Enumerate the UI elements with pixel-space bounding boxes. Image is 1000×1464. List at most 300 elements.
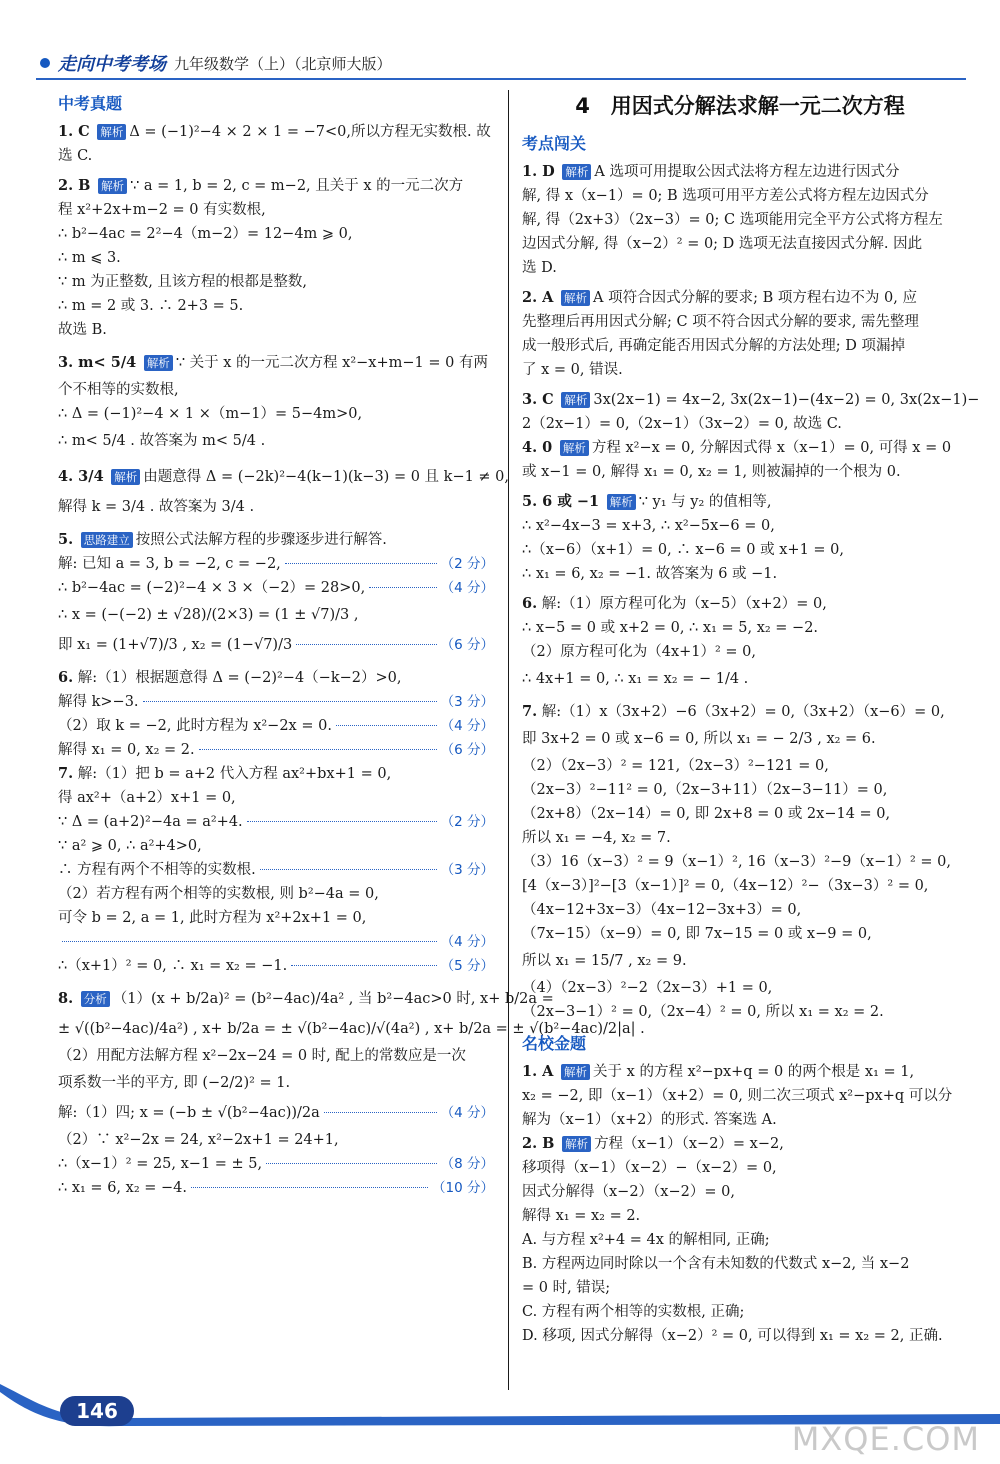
answer-line-text: [522, 854, 951, 870]
analysis-tag: 解析: [561, 290, 590, 306]
answer-line-text: [522, 542, 844, 558]
score-label: （5 分）: [440, 958, 494, 974]
answer-line: [58, 246, 494, 270]
solution-text: 解:（1）根据题意得 Δ = (−2)²−4（−k−2）>0,: [77, 670, 402, 686]
answer-line: [522, 562, 958, 586]
answer-line-text: [522, 164, 899, 180]
answer-line: [522, 460, 958, 484]
answer-line-text: [58, 382, 179, 398]
answer-line: [522, 358, 958, 382]
solution-text: 解得 x₁ = 0, x₂ = 2.: [58, 742, 195, 758]
answer-line: [522, 946, 958, 976]
section-title-exam: 中考真题: [58, 94, 123, 113]
answer-line-text: [58, 714, 332, 738]
answer-line: [58, 1176, 494, 1200]
answer-line: [522, 1180, 958, 1204]
solution-text: （3）16（x−3）² = 9（x−1）², 16（x−3）²−9（x−1）² = 0,: [522, 854, 951, 870]
dot-leader: [285, 563, 437, 564]
score-label: （4 分）: [440, 1105, 494, 1121]
solution-text: ∴ b²−4ac = 2²−4（m−2）= 12−4m ⩾ 0,: [58, 226, 353, 242]
answer-line-text: [522, 1208, 640, 1224]
solution-text: ∴ x₁ = 6, x₂ = −4.: [58, 1180, 187, 1196]
answer-line: [58, 984, 554, 1014]
solution-text: ∴ 4x+1 = 0, ∴ x₁ = x₂ = − 1/4 .: [522, 671, 749, 687]
answer-line: [58, 666, 494, 690]
answer-line: [58, 222, 494, 246]
answer-line-text: [58, 858, 256, 882]
answer-line: [522, 310, 958, 334]
answer-line: [58, 174, 494, 198]
dot-leader: [199, 749, 437, 750]
solution-text: （2x+8）（2x−14）= 0, 即 2x+8 = 0 或 2x−14 = 0,: [522, 806, 891, 822]
answer-line: [58, 120, 494, 144]
solution-text: A. 与方程 x²+4 = 4x 的解相同, 正确;: [522, 1232, 770, 1248]
solution-text: ∴ x₁ = 6, x₂ = −1. 故答案为 6 或 −1.: [522, 566, 778, 582]
answer-line-text: [522, 362, 623, 378]
solution-text: 解: 已知 a = 3, b = −2, c = −2,: [58, 556, 281, 572]
answer-line: [58, 858, 494, 882]
solution-text: ∴ m ⩽ 3.: [58, 250, 121, 266]
question-number: 5. 6 或 −1: [522, 493, 600, 510]
solution-text: 解得 k = 3/4 . 故答案为 3/4 .: [58, 499, 255, 515]
answer-line: [522, 538, 958, 562]
answer-line-text: [522, 1160, 777, 1176]
solution-text: ∴ b²−4ac = (−2)²−4 × 3 ×（−2）= 28>0,: [58, 580, 366, 596]
answer-line: [522, 778, 958, 802]
solution-text: 解为（x−1）（x+2）的形式. 答案选 A.: [522, 1112, 777, 1128]
solution-text: 因式分解得（x−2）（x−2）= 0,: [522, 1184, 735, 1200]
dot-leader: [266, 1163, 436, 1164]
dot-leader: [369, 587, 436, 588]
answer-line: [522, 1000, 958, 1024]
answer-line-text: [522, 1088, 952, 1104]
answer-line: [58, 1098, 494, 1128]
solution-text: 移项得（x−1）（x−2）−（x−2）= 0,: [522, 1160, 777, 1176]
answer-line: [58, 786, 494, 810]
analysis-tag: 解析: [111, 469, 140, 485]
solution-text: A 选项可用提取公因式法将方程左边进行因式分: [594, 164, 900, 180]
answer-line-text: [58, 766, 391, 782]
answer-line-text: [522, 314, 919, 330]
answer-line-text: [522, 1256, 909, 1272]
score-label: （4 分）: [440, 934, 494, 950]
answer-line-text: [58, 1098, 320, 1128]
solution-text: 了 x = 0, 错误.: [522, 362, 623, 378]
answer-line-text: [522, 1232, 770, 1248]
answer-line-text: [522, 236, 922, 252]
answer-line-text: [522, 260, 557, 276]
answer-line-text: [522, 953, 687, 969]
question-number: 1. A: [522, 1063, 554, 1080]
answer-line-text: [58, 630, 292, 660]
answer-line: [522, 1204, 958, 1228]
dot-leader: [291, 965, 436, 966]
answer-line-text: [522, 440, 951, 456]
answer-line-text: [522, 1136, 784, 1152]
dot-leader: [247, 821, 437, 822]
answer-line: [58, 378, 494, 402]
answer-line-text: [522, 1064, 914, 1080]
solution-text: 可令 b = 2, a = 1, 此时方程为 x²+2x+1 = 0,: [58, 910, 367, 926]
score-label: （2 分）: [440, 814, 494, 830]
answer-line-text: [58, 202, 266, 218]
answer-line: [58, 1068, 494, 1098]
answer-line-text: [58, 469, 509, 485]
solution-text: 解:（1）把 b = a+2 代入方程 ax²+bx+1 = 0,: [77, 766, 392, 782]
answer-line: [522, 700, 958, 724]
analysis-tag: 解析: [562, 164, 591, 180]
answer-line-text: [58, 1176, 187, 1200]
answer-line-text: [58, 838, 202, 854]
answer-line: [522, 232, 958, 256]
answer-line-text: [522, 566, 777, 582]
solution-text: （1）(x + b/2a)² = (b²−4ac)/4a² , 当 b²−4ac>0 时, x+ b/2a =: [112, 991, 554, 1007]
answer-line-text: [522, 596, 827, 612]
answer-line: [58, 198, 494, 222]
answer-line-text: [522, 338, 905, 354]
solution-text: ∵ 关于 x 的一元二次方程 x²−x+m−1 = 0 有两: [175, 355, 488, 371]
score-label: （10 分）: [432, 1180, 494, 1196]
solution-text: ∵ m 为正整数, 且该方程的根都是整数,: [58, 274, 308, 290]
answer-line-text: [522, 1328, 943, 1344]
answer-line-text: [58, 1075, 290, 1091]
answer-line-text: [58, 1152, 262, 1176]
solution-text: D. 移项, 因式分解得（x−2）² = 0, 可以得到 x₁ = x₂ = 2, 正确.: [522, 1328, 943, 1344]
answer-line: [522, 286, 958, 310]
solution-text: （2）原方程可化为（4x+1）² = 0,: [522, 644, 757, 660]
question-number: 8.: [58, 990, 74, 1007]
page-header: [40, 50, 392, 76]
answer-line: [522, 412, 958, 436]
answer-line: [522, 850, 958, 874]
analysis-tag: 分析: [81, 991, 110, 1007]
solution-text: A 项符合因式分解的要求; B 项方程右边不为 0, 应: [593, 290, 917, 306]
right-column: [522, 88, 980, 1348]
answer-line: [58, 690, 494, 714]
answer-line-text: [522, 926, 872, 942]
answer-line: [522, 826, 958, 850]
dot-leader: [143, 701, 437, 702]
answer-line-text: [58, 124, 491, 140]
answer-line: [58, 882, 494, 906]
solution-text: 边因式分解, 得（x−2）² = 0; D 选项无法直接因式分解. 因此: [522, 236, 923, 252]
solution-text: （2x−3）²−11² = 0,（2x−3+11）（2x−3−11）= 0,: [522, 782, 888, 798]
score-label: （3 分）: [440, 862, 494, 878]
answer-line: [522, 1300, 958, 1324]
solution-text: ∴ 方程有两个不相等的实数根.: [58, 862, 256, 878]
answer-line: [58, 576, 494, 600]
solution-text: 按照公式法解方程的步骤逐步进行解答.: [135, 532, 387, 548]
solution-text: ∴ m = 2 或 3. ∴ 2+3 = 5.: [58, 298, 244, 314]
solution-text: = 0 时, 错误;: [522, 1280, 611, 1296]
solution-text: 成一般形式后, 再确定能否用因式分解的方法处理; D 项漏掉: [522, 338, 905, 354]
answer-line: [522, 1252, 958, 1276]
answer-line-text: [58, 576, 365, 600]
analysis-tag: 解析: [98, 178, 127, 194]
question-number: 1. D: [522, 163, 555, 180]
answer-line-text: [522, 1112, 777, 1128]
solution-text: 选 D.: [522, 260, 557, 276]
answer-line-text: [522, 188, 929, 204]
dot-leader: [296, 644, 436, 645]
answer-line-text: [522, 830, 671, 846]
solution-text: ∴ x = (−(−2) ± √28)/(2×3) = (1 ± √7)/3 ,: [58, 607, 359, 623]
solution-text: ∴（x−1）² = 25, x−1 = ± 5,: [58, 1156, 263, 1172]
answer-line: [522, 490, 958, 514]
answer-line: [522, 1060, 958, 1084]
solution-text: C. 方程有两个相等的实数根, 正确;: [522, 1304, 745, 1320]
solution-text: B. 方程两边同时除以一个含有未知数的代数式 x−2, 当 x−2: [522, 1256, 910, 1272]
answer-line: [522, 160, 958, 184]
analysis-tag: 解析: [560, 440, 589, 456]
answer-line: [58, 462, 510, 492]
solution-text: 解:（1）x（3x+2）−6（3x+2）= 0,（3x+2）（x−6）= 0,: [541, 704, 945, 720]
question-number: 4. 3/4: [58, 468, 104, 485]
solution-text: 先整理后再用因式分解; C 项不符合因式分解的要求, 需先整理: [522, 314, 919, 330]
question-number: 2. B: [522, 1135, 555, 1152]
answer-line: [58, 630, 494, 660]
answer-line: [58, 738, 494, 762]
answer-line: [522, 616, 958, 640]
answer-line-text: [58, 1048, 466, 1064]
answer-line-text: [58, 954, 287, 978]
answer-line: [58, 270, 494, 294]
answer-line-text: [58, 178, 463, 194]
answer-line: [58, 762, 494, 786]
answer-line-text: [522, 518, 775, 534]
solution-text: 由题意得 Δ = (−2k)²−4(k−1)(k−3) = 0 且 k−1 ≠ 0,: [143, 469, 510, 485]
bullet-icon: [40, 58, 50, 68]
answer-line: [58, 906, 494, 930]
answer-line: [522, 802, 958, 826]
answer-line-text: [58, 322, 107, 338]
answer-line: [58, 426, 494, 456]
answer-line-text: [522, 1184, 735, 1200]
watermark: MXQE.COM: [791, 1420, 980, 1458]
dot-leader: [336, 725, 437, 726]
answer-line: [522, 592, 958, 616]
answer-line: [58, 1128, 494, 1152]
answer-line: [58, 954, 494, 978]
answer-line: [58, 318, 494, 342]
solution-text: （4x−12+3x−3）（4x−12−3x+3）= 0,: [522, 902, 802, 918]
answer-line-text: [522, 464, 901, 480]
answer-line-text: [522, 1280, 610, 1296]
answer-line: [522, 640, 958, 664]
answer-line: [522, 1132, 958, 1156]
answer-line-text: [58, 910, 366, 926]
brand-title: 走向中考考场: [58, 54, 166, 75]
solution-text: ∴ x−5 = 0 或 x+2 = 0, ∴ x₁ = 5, x₂ = −2.: [522, 620, 819, 636]
analysis-tag: 解析: [561, 392, 590, 408]
solution-text: 3x(2x−1) = 4x−2, 3x(2x−1)−(4x−2) = 0, 3x(2x−1)−: [593, 392, 980, 408]
answer-line: [522, 256, 958, 280]
answer-line-text: [58, 250, 121, 266]
solution-text: （2x−3−1）² = 0,（2x−4）² = 0, 所以 x₁ = x₂ = 2.: [522, 1004, 884, 1020]
solution-text: ∴ Δ = (−1)²−4 × 1 ×（m−1）= 5−4m>0,: [58, 406, 363, 422]
solution-text: Δ = (−1)²−4 × 2 × 1 = −7<0,所以方程无实数根. 故: [129, 124, 491, 140]
question-number: 6.: [58, 669, 74, 686]
question-number: 3. C: [522, 391, 554, 408]
answer-line-text: [58, 355, 488, 371]
answer-line: [522, 1228, 958, 1252]
solution-text: 故选 B.: [58, 322, 107, 338]
analysis-tag: 解析: [561, 1064, 590, 1080]
answer-line: [522, 334, 958, 358]
question-number: 2. B: [58, 177, 91, 194]
solution-text: ∴（x+1）² = 0, ∴ x₁ = x₂ = −1.: [58, 958, 288, 974]
answer-line-text: [522, 731, 876, 747]
answer-line-text: [522, 290, 917, 306]
question-number: 7.: [58, 765, 74, 782]
answer-line: [522, 664, 958, 694]
analysis-tag: 解析: [144, 355, 173, 371]
answer-line: [522, 754, 958, 778]
answer-line: [522, 898, 958, 922]
solution-text: ∴ m< 5/4 . 故答案为 m< 5/4 .: [58, 433, 266, 449]
question-number: 5.: [58, 531, 74, 548]
analysis-tag: 解析: [97, 124, 126, 140]
question-number: 6.: [522, 595, 538, 612]
solution-text: ∵ Δ = (a+2)²−4a = a²+4.: [58, 814, 243, 830]
answer-line-text: [58, 810, 243, 834]
answer-line-text: [58, 790, 236, 806]
answer-line: [522, 208, 958, 232]
solution-text: 得 ax²+（a+2）x+1 = 0,: [58, 790, 236, 806]
solution-text: （4）（2x−3）²−2（2x−3）+1 = 0,: [522, 980, 773, 996]
answer-line-text: [522, 416, 842, 432]
solution-text: 或 x−1 = 0, 解得 x₁ = 0, x₂ = 1, 则被漏掉的一个根为 0.: [522, 464, 901, 480]
answer-line: [58, 1152, 494, 1176]
answer-line: [58, 714, 494, 738]
solution-text: （2）用配方法解方程 x²−2x−24 = 0 时, 配上的常数应是一次: [58, 1048, 466, 1064]
answer-line-text: [58, 738, 195, 762]
answer-line: [58, 348, 494, 378]
book-title: 九年级数学（上）（北京师大版）: [174, 54, 392, 73]
answer-line: [58, 930, 494, 954]
solution-text: 程 x²+2x+m−2 = 0 有实数根,: [58, 202, 266, 218]
solution-text: 2（2x−1）= 0,（2x−1）（3x−2）= 0, 故选 C.: [522, 416, 842, 432]
solution-text: ± √((b²−4ac)/4a²) , x+ b/2a = ± √(b²−4ac)/√(4a²) , x+ b/2a = ± √(b²−4ac)/2|a| .: [58, 1021, 645, 1037]
question-number: 1. C: [58, 123, 90, 140]
column-divider: [508, 90, 509, 1390]
solution-text: 选 C.: [58, 148, 93, 164]
answer-line: [58, 600, 494, 630]
answer-line: [58, 834, 494, 858]
score-label: （6 分）: [440, 742, 494, 758]
answer-line: [522, 1324, 958, 1348]
dot-leader: [62, 941, 437, 942]
answer-line-text: [522, 1304, 744, 1320]
answer-line-text: [58, 607, 358, 623]
answer-line-text: [58, 433, 265, 449]
answer-line-text: [58, 670, 401, 686]
score-label: （6 分）: [440, 637, 494, 653]
solution-text: （2）（2x−3）² = 121,（2x−3）²−121 = 0,: [522, 758, 829, 774]
answer-line-text: [58, 148, 92, 164]
answer-line-text: [522, 494, 772, 510]
solution-text: ∵ y₁ 与 y₂ 的值相等,: [638, 494, 772, 510]
solution-text: ∴ x²−4x−3 = x+3, ∴ x²−5x−6 = 0,: [522, 518, 775, 534]
solution-text: 解得 k>−3.: [58, 694, 139, 710]
solution-text: （7x−15）（x−9）= 0, 即 7x−15 = 0 或 x−9 = 0,: [522, 926, 872, 942]
answer-line-text: [58, 552, 281, 576]
answer-line: [58, 492, 494, 522]
answer-line-text: [58, 274, 307, 290]
score-label: （4 分）: [440, 718, 494, 734]
section-title-points: 考点闯关: [522, 134, 587, 153]
answer-line-text: [522, 806, 890, 822]
answer-line-text: [522, 902, 801, 918]
solution-text: ∴（x−6）（x+1）= 0, ∴ x−6 = 0 或 x+1 = 0,: [522, 542, 845, 558]
answer-line: [58, 144, 494, 168]
answer-line-text: [522, 671, 748, 687]
answer-line: [58, 402, 494, 426]
solution-text: 项系数一半的平方, 即 (−2/2)² = 1.: [58, 1075, 291, 1091]
score-label: （3 分）: [440, 694, 494, 710]
analysis-tag: 解析: [607, 494, 636, 510]
answer-line-text: [58, 499, 254, 515]
answer-line: [522, 514, 958, 538]
right-answer-list-1: [522, 160, 980, 1024]
answer-line: [58, 810, 494, 834]
solution-text: [4（x−3）]²−[3（x−1）]² = 0,（4x−12）²−（3x−3）² = 0,: [522, 878, 929, 894]
chapter-title: 4 用因式分解法求解一元二次方程: [575, 94, 905, 118]
solution-text: 解:（1）四; x = (−b ± √(b²−4ac))/2a: [58, 1105, 320, 1121]
page-number: 146: [60, 1396, 134, 1426]
answer-line: [58, 1044, 494, 1068]
answer-line-text: [522, 620, 818, 636]
answer-line: [522, 874, 958, 898]
answer-line-text: [58, 532, 387, 548]
answer-line: [58, 294, 494, 318]
dot-leader: [260, 869, 437, 870]
solution-text: 解得 x₁ = x₂ = 2.: [522, 1208, 641, 1224]
answer-line: [522, 922, 958, 946]
answer-line: [522, 1276, 958, 1300]
answer-line: [522, 976, 958, 1000]
answer-line: [522, 436, 958, 460]
score-label: （8 分）: [440, 1156, 494, 1172]
answer-line-text: [522, 392, 979, 408]
solution-text: （2）∵ x²−2x = 24, x²−2x+1 = 24+1,: [58, 1132, 339, 1148]
question-number: 2. A: [522, 289, 554, 306]
answer-line-text: [58, 886, 379, 902]
answer-line: [522, 1084, 958, 1108]
dot-leader: [324, 1112, 437, 1113]
answer-line-text: [58, 1132, 339, 1148]
question-number: 3. m< 5/4: [58, 354, 137, 371]
solution-text: 方程 x²−x = 0, 分解因式得 x（x−1）= 0, 可得 x = 0: [591, 440, 952, 456]
answer-line: [58, 528, 494, 552]
solution-text: （2）若方程有两个相等的实数根, 则 b²−4a = 0,: [58, 886, 379, 902]
solution-text: ∵ a = 1, b = 2, c = m−2, 且关于 x 的一元二次方: [130, 178, 464, 194]
answer-line: [522, 184, 958, 208]
solution-text: 关于 x 的方程 x²−px+q = 0 的两个根是 x₁ = 1,: [593, 1064, 915, 1080]
answer-line: [522, 1108, 958, 1132]
answer-line-text: [522, 212, 943, 228]
right-answer-list-2: [522, 1060, 958, 1348]
answer-line: [522, 388, 980, 412]
solution-text: 方程（x−1）（x−2）= x−2,: [594, 1136, 784, 1152]
answer-line-text: [522, 704, 945, 720]
solution-text: 即 3x+2 = 0 或 x−6 = 0, 所以 x₁ = − 2/3 , x₂ = 6.: [522, 731, 876, 747]
solution-text: 解, 得（2x+3）（2x−3）= 0; C 选项能用完全平方公式将方程左: [522, 212, 943, 228]
header-rule: [36, 78, 966, 80]
solution-text: x₂ = −2, 即（x−1）（x+2）= 0, 则二次三项式 x²−px+q 可以分: [522, 1088, 953, 1104]
answer-line-text: [522, 758, 829, 774]
answer-line-text: [58, 690, 139, 714]
